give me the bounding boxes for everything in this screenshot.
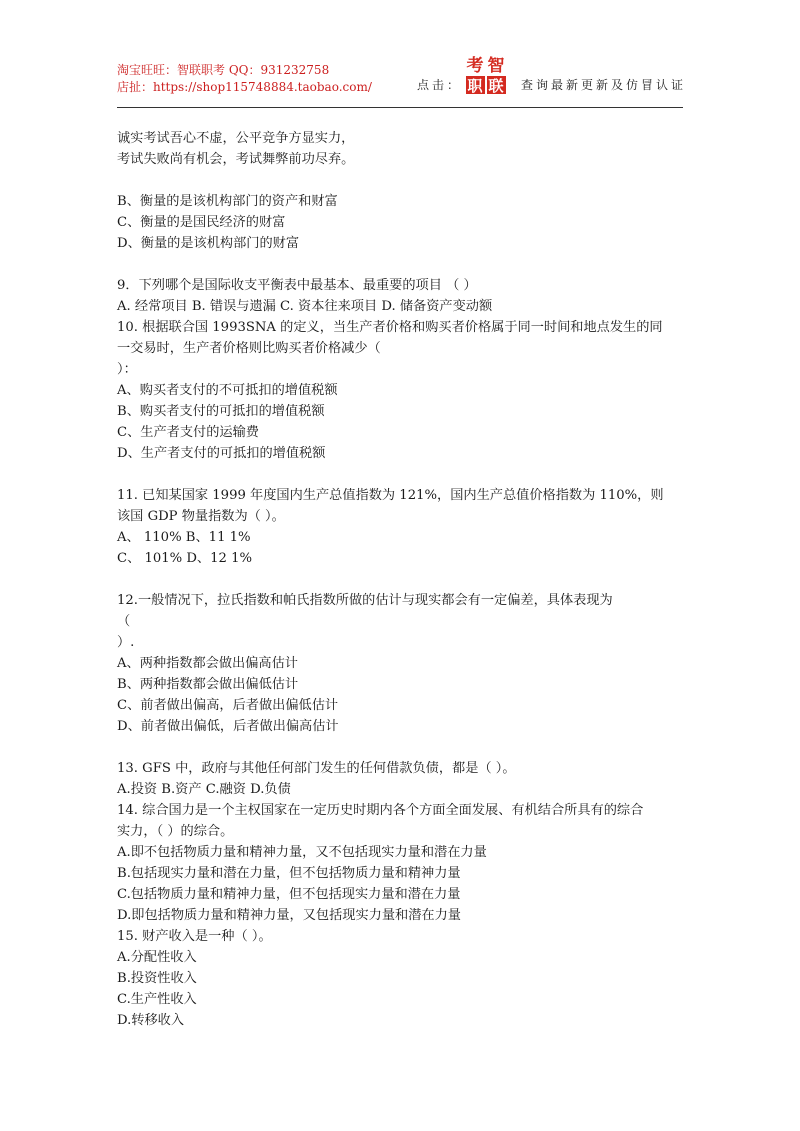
q15-option-a: A.分配性收入 [117,950,197,965]
q14-option-c: C.包括物质力量和精神力量，但不包括现实力量和潜在力量 [117,887,461,902]
click-label: 点击： [417,78,463,92]
shop-info [117,62,372,96]
q8-option-c: C、衡量的是国民经济的财富 [117,215,286,230]
q10-option-a: A、购买者支付的不可抵扣的增值税额 [117,383,338,398]
q13-stem: 13. GFS 中，政府与其他任何部门发生的任何借款负债，都是（ ）。 [117,761,516,776]
shop-url-link[interactable]: 店扯：https://shop115748884.taobao.com/ [117,80,372,94]
page-header [117,56,687,108]
brand-logo-icon[interactable] [465,54,507,96]
q9-options: A. 经常项目 B. 错误与遗漏 C. 资本往来项目 D. 储备资产变动额 [117,299,493,314]
q15-stem: 15. 财产收入是一种（ ）。 [117,929,272,944]
q12-stem-line-3: ）. [117,635,135,650]
svg-text:联: 联 [488,77,504,95]
q15-option-d: D.转移收入 [117,1013,185,1028]
q15-option-c: C.生产性收入 [117,992,197,1007]
q10-stem-line-3: ）： [117,362,137,377]
motto-line-1: 诚实考试吾心不虚，公平竞争方显实力， [117,131,355,146]
q14-stem-line-2: 实力，（ ）的综合。 [117,824,234,839]
q10-option-c: C、生产者支付的运输费 [117,425,259,440]
q12-option-c: C、前者做出偏高，后者做出偏低估计 [117,698,339,713]
document-body [117,128,687,1031]
q8-option-d: D、衡量的是该机构部门的财富 [117,236,300,251]
q12-option-a: A、两种指数都会做出偏高估计 [117,656,298,671]
q12-stem-line-2: （ [117,614,131,629]
q12-option-d: D、前者做出偏低，后者做出偏高估计 [117,719,339,734]
q11-stem-line-1: 11. 已知某国家 1999 年度国内生产总值指数为 121%，国内生产总值价格指数为 110%，则 [117,488,664,503]
svg-text:考: 考 [466,56,484,76]
q10-option-b: B、购买者支付的可抵扣的增值税额 [117,404,325,419]
q11-stem-line-2: 该国 GDP 物量指数为（ ）。 [117,509,285,524]
q10-option-d: D、生产者支付的可抵扣的增值税额 [117,446,326,461]
q9-stem: 9．下列哪个是国际收支平衡表中最基本、最重要的项目 （ ） [117,278,477,293]
verify-link[interactable]: 查询最新更新及仿冒认证 [521,78,687,92]
header-divider [117,107,683,108]
q11-options-line-2: C、 101% D、12 1% [117,551,253,566]
q8-option-b: B、衡量的是该机构部门的资产和财富 [117,194,338,209]
q14-stem-line-1: 14. 综合国力是一个主权国家在一定历史时期内各个方面全面发展、有机结合所具有的综合 [117,803,644,818]
q15-option-b: B.投资性收入 [117,971,197,986]
motto-line-2: 考试失败尚有机会，考试舞弊前功尽弃。 [117,152,355,167]
svg-text:智: 智 [487,56,505,76]
q14-option-b: B.包括现实力量和潜在力量，但不包括物质力量和精神力量 [117,866,461,881]
q10-stem-line-1: 10. 根据联合国 1993SNA 的定义，当生产者价格和购买者价格属于同一时间和地点发生的同 [117,320,663,335]
q10-stem-line-2: 一交易时，生产者价格则比购买者价格减少（ [117,341,381,356]
svg-text:职: 职 [467,77,483,95]
q13-options: A.投资 B.资产 C.融资 D.负债 [117,782,291,797]
shop-contact-line: 淘宝旺旺：智联职考 QQ：931232758 [117,63,330,77]
q12-stem-line-1: 12.一般情况下，拉氏指数和帕氏指数所做的估计与现实都会有一定偏差，具体表现为 [117,593,613,608]
q11-options-line-1: A、 110% B、11 1% [117,530,251,545]
q12-option-b: B、两种指数都会做出偏低估计 [117,677,299,692]
q14-option-d: D.即包括物质力量和精神力量，又包括现实力量和潜在力量 [117,908,461,923]
q14-option-a: A.即不包括物质力量和精神力量，又不包括现实力量和潜在力量 [117,845,487,860]
